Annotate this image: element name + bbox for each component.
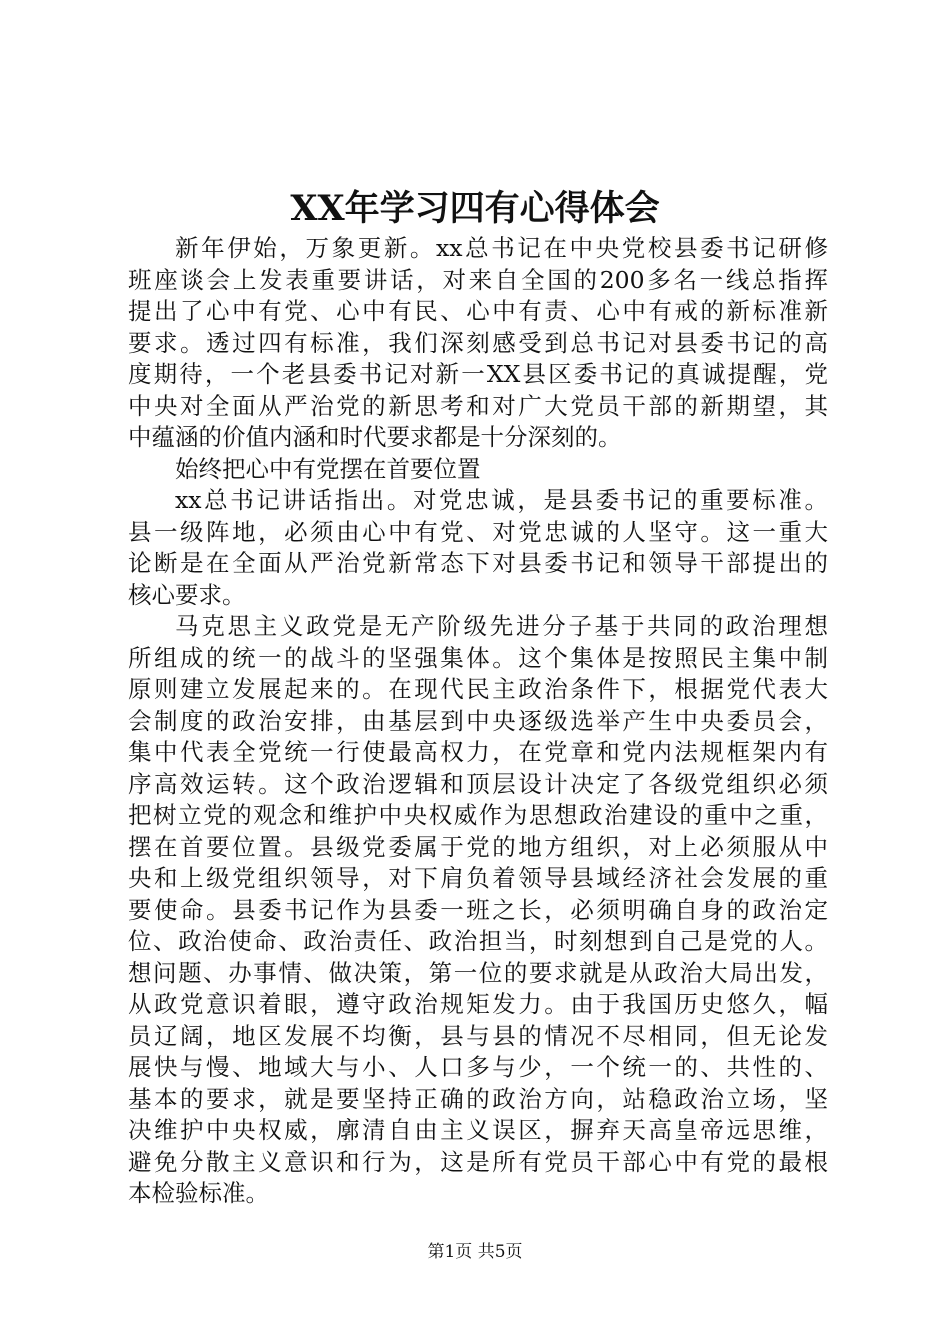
text-line: 原则建立发展起来的。在现代民主政治条件下，根据党代表大	[128, 675, 828, 703]
text-line: 把树立党的观念和维护中央权威作为思想政治建设的重中之重，	[128, 801, 828, 829]
text-line: 论断是在全面从严治党新常态下对县委书记和领导干部提出的	[128, 549, 828, 577]
page-footer: 第1页 共5页	[427, 1242, 523, 1262]
text-line: 提出了心中有党、心中有民、心中有责、心中有戒的新标准新	[128, 297, 828, 325]
document-body	[128, 233, 828, 1210]
text-line: 要使命。县委书记作为县委一班之长，必须明确自身的政治定	[128, 895, 828, 924]
text-line: 从政党意识着眼，遵守政治规矩发力。由于我国历史悠久，幅	[128, 990, 828, 1018]
text-line: 摆在首要位置。县级党委属于党的地方组织，对上必须服从中	[128, 832, 828, 861]
text-line: 班座谈会上发表重要讲话，对来自全国的200多名一线总指挥	[128, 265, 828, 294]
text-line: 展快与慢、地域大与小、人口多与少，一个统一的、共性的、	[128, 1053, 828, 1081]
text-line: 马克思主义政党是无产阶级先进分子基于共同的政治理想	[175, 612, 828, 640]
text-line: 会制度的政治安排，由基层到中央逐级选举产生中央委员会，	[128, 706, 828, 735]
text-line: 避免分散主义意识和行为，这是所有党员干部心中有党的最根	[128, 1147, 828, 1176]
text-line: 基本的要求，就是要坚持正确的政治方向，站稳政治立场，坚	[128, 1084, 828, 1113]
text-line: 本检验标准。	[128, 1179, 269, 1207]
text-line: 始终把心中有党摆在首要位置	[175, 454, 481, 483]
text-line: 决维护中央权威，廓清自由主义误区，摒弃天高皇帝远思维，	[128, 1116, 828, 1144]
text-line: 核心要求。	[128, 580, 246, 609]
text-line: 县一级阵地，必须由心中有党、对党忠诚的人坚守。这一重大	[128, 517, 828, 546]
document-title: XX年学习四有心得体会	[290, 188, 660, 229]
text-line: 度期待，一个老县委书记对新一XX县区委书记的真诚提醒，党	[128, 360, 828, 388]
text-line: 序高效运转。这个政治逻辑和顶层设计决定了各级党组织必须	[128, 769, 828, 798]
text-line: 所组成的统一的战斗的坚强集体。这个集体是按照民主集中制	[128, 643, 828, 672]
text-line: xx总书记讲话指出。对党忠诚，是县委书记的重要标准。	[175, 486, 828, 514]
text-line: 集中代表全党统一行使最高权力，在党章和党内法规框架内有	[128, 738, 828, 766]
text-line: 中央对全面从严治党的新思考和对广大党员干部的新期望，其	[128, 391, 828, 420]
text-line: 位、政治使命、政治责任、政治担当，时刻想到自己是党的人。	[128, 927, 828, 955]
text-line: 中蕴涵的价值内涵和时代要求都是十分深刻的。	[128, 423, 622, 451]
text-line: 新年伊始，万象更新。xx总书记在中央党校县委书记研修	[175, 234, 828, 262]
text-line: 员辽阔，地区发展不均衡，县与县的情况不尽相同，但无论发	[128, 1021, 828, 1050]
text-line: 要求。透过四有标准，我们深刻感受到总书记对县委书记的高	[128, 328, 828, 357]
text-line: 央和上级党组织领导，对下肩负着领导县域经济社会发展的重	[128, 864, 828, 892]
text-line: 想问题、办事情、做决策，第一位的要求就是从政治大局出发，	[128, 958, 828, 987]
